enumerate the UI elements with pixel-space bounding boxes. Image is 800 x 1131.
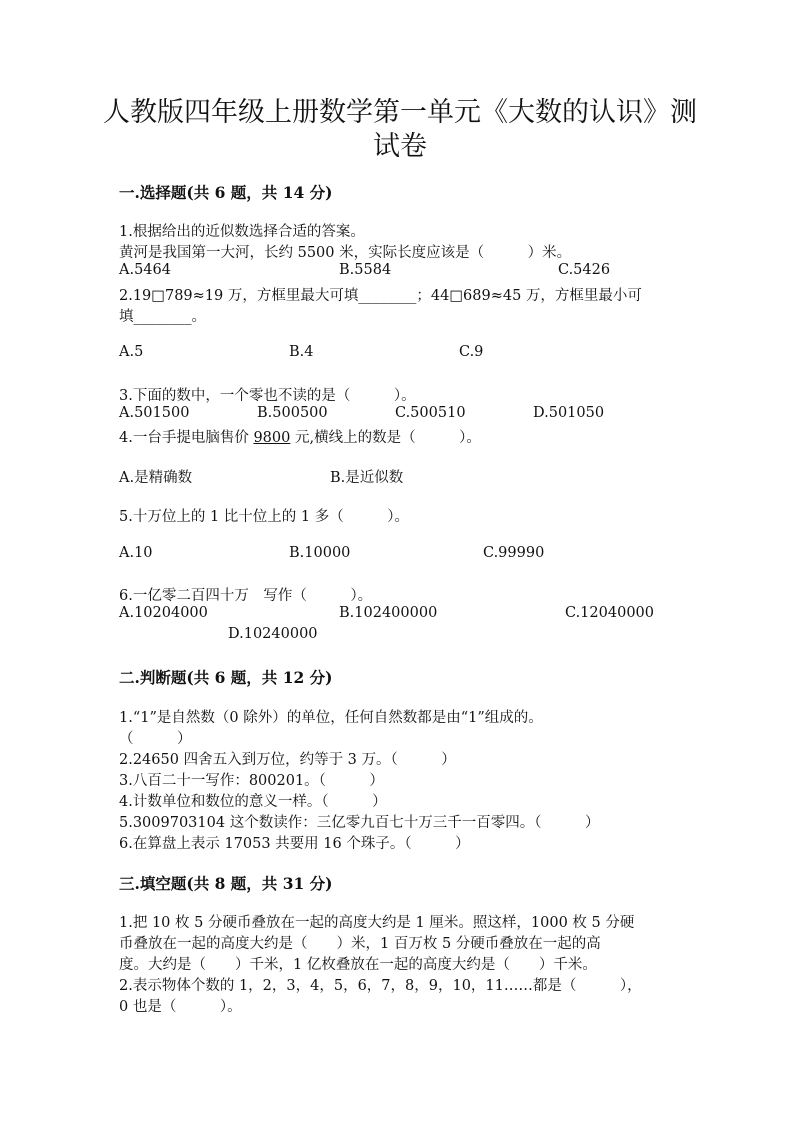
q5-question: 5.十万位上的 1 比十位上的 1 多（ ）。 [119,509,409,525]
judge-line: 2.24650 四舍五入到万位，约等于 3 万。（ ） [119,752,456,768]
exam-title-line2: 试卷 [373,131,427,162]
section-fill-blank-heading: 三.填空题(共 8 题，共 31 分) [119,874,333,893]
q1-option-b: B.5584 [339,262,392,278]
judge-line: 6.在算盘上表示 17053 共要用 16 个珠子。（ ） [119,836,470,852]
q6-option-a: A.10204000 [119,605,208,621]
q1-question: 黄河是我国第一大河，长约 5500 米，实际长度应该是（ ）米。 [119,245,572,261]
q3-option-c: C.500510 [395,405,466,421]
q5-option-c: C.99990 [483,545,545,561]
exam-title-line1: 人教版四年级上册数学第一单元《大数的认识》测 [103,97,697,128]
q6-question: 6.一亿零二百四十万 写作（ ）。 [119,588,373,604]
q5-option-b: B.10000 [289,545,351,561]
section-choice-heading: 一.选择题(共 6 题，共 14 分) [119,183,333,202]
fill-line: 度。大约是（ ）千米，1 亿枚叠放在一起的高度大约是（ ）千米。 [119,957,597,973]
q4-question-prefix: 4.一台手提电脑售价 [119,430,254,446]
q1-option-c: C.5426 [558,262,611,278]
judge-line: 3.八百二十一写作：800201。（ ） [119,773,384,789]
fill-line: 2.表示物体个数的 1，2，3，4，5，6，7，8，9，10，11……都是（ ）， [119,978,642,994]
fill-line: 币叠放在一起的高度大约是（ ）米，1 百万枚 5 分硬币叠放在一起的高 [119,936,601,952]
q1-prompt: 1.根据给出的近似数选择合适的答案。 [119,224,365,240]
q1-option-a: A.5464 [119,262,171,278]
q4-option-b: B.是近似数 [330,470,404,486]
q3-option-b: B.500500 [257,405,328,421]
fill-line: 0 也是（ ）。 [119,999,242,1015]
q4-question [119,426,481,447]
q3-option-a: A.501500 [119,405,190,421]
judge-line: 1.“1”是自然数（0 除外）的单位，任何自然数都是由“1”组成的。 [119,710,543,726]
q2-question-cont: 填________。 [119,309,206,325]
q5-option-a: A.10 [119,545,153,561]
q3-question: 3.下面的数中，一个零也不读的是（ ）。 [119,388,416,404]
q2-question: 2.19□789≈19 万，方框里最大可填________；44□689≈45 万，方框里最小可 [119,288,642,304]
q2-option-c: C.9 [459,344,484,360]
judge-line: 5.3009703104 这个数读作：三亿零九百七十万三千一百零四。（ ） [119,815,600,831]
q3-option-d: D.501050 [533,405,605,421]
q4-option-a: A.是精确数 [119,470,193,486]
q2-option-b: B.4 [289,344,314,360]
q6-option-d: D.10240000 [228,626,318,642]
q6-option-c: C.12040000 [565,605,654,621]
q4-underlined-number: 9800 [253,430,291,446]
section-judgement-heading: 二.判断题(共 6 题，共 12 分) [119,668,333,687]
judge-line: 4.计数单位和数位的意义一样。（ ） [119,794,387,810]
q4-question-suffix: 元,横线上的数是（ ）。 [290,430,481,446]
q6-option-b: B.102400000 [339,605,438,621]
q2-option-a: A.5 [119,344,144,360]
fill-line: 1.把 10 枚 5 分硬币叠放在一起的高度大约是 1 厘米。照这样，1000 枚 5 分硬 [119,915,635,931]
judge-line: （ ） [119,731,192,747]
